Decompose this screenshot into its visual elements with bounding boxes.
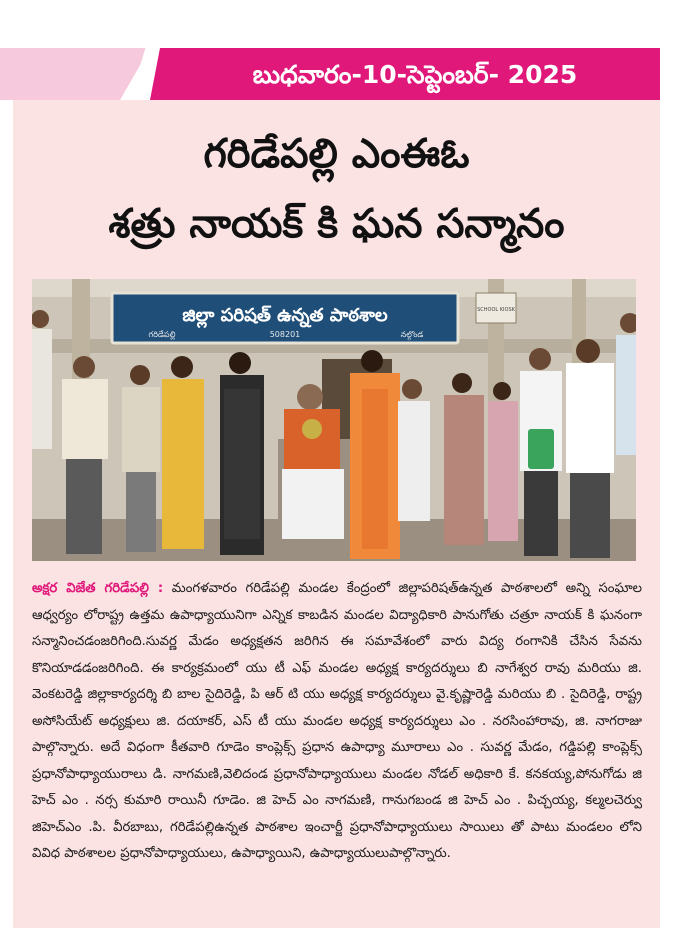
headline-line-1: గరిడేపల్లి ఎంఈఓ (203, 131, 470, 177)
side-sign-text: SCHOOL KIOSK (477, 307, 515, 313)
school-sign-sub-right: నల్గొండ (400, 330, 424, 339)
school-sign-sub-mid: 508201 (269, 330, 301, 339)
news-photo (32, 279, 636, 561)
school-sign-sub-left: గరిడేపల్లి (148, 330, 176, 339)
school-sign-text: జిల్లా పరిషత్ ఉన్నత పాఠశాల (182, 305, 388, 326)
article-dateline: అక్షర విజేత గరిడేపల్లి : (32, 581, 164, 596)
photo-illustration (32, 279, 636, 561)
article-text: మంగళవారం గరిడేపల్లి మండల కేంద్రంలో జిల్లాపరిషత్ఉన్నత పాఠశాలలో అన్ని సంఘాల ఆధ్వర్యం లోరాష్ట్ర ఉత్తమ ఉపాధ్యాయునిగా ఎన్నిక కాబడిన మండల విద్యాధికారి పానుగోతు చత్రూ నాయక్ కి ఘనంగా సన్మానించడంజరిగింది.సువర్ణ మేడం అధ్యక్షతన జరిగిన ఈ సమావేశంలో వారు విద్య రంగానికి చేసిన సేవను కొనియాడడంజరిగింది. ఈ కార్యక్రమంలో యు టీ ఎఫ్ మండల అధ్యక్ష కార్యదర్శులు బి నాగేశ్వర రావు మరియు జి. వెంకటరెడ్డి జిల్లాకార్యదర్శి బి బాల సైదిరెడ్డి, పి ఆర్ టి యు అధ్యక్ష కార్యదర్శులు వై.కృష్ణారెడ్డి మరియు బి . సైదిరెడ్డి, రాష్ట్ర అసోసియేట్ అధ్యక్షులు జి. దయాకర్, ఎస్ టీ యు మండల అధ్యక్ష కార్యదర్శులు ఎం . నరసింహారావు, జి. నాగరాజు పాల్గొన్నారు. అదే విధంగా కీతవారి గూడెం కాంప్లెక్స్ ప్రధాన ఉపాధ్యా మూరాలు ఎం . సువర్ణ మేడం, గడ్డిపల్లి కాంప్లెక్స్ ప్రధానోపాధ్యాయురాలు డి. నాగమణి,వెలిదండ ప్రధానోపాధ్యాయులు మండల నోడల్ అధికారి కే. కనకయ్య,పోనుగోడు జి హెచ్ ఎం . నర్స కుమారి రాయినీ గూడెం. జి హెచ్ ఎం నాగమణి, గానుగబండ జి హెచ్ ఎం . పిచ్చయ్య, కల్మలచెర్వు జిహెచ్ఎం .పి. వీరబాబు, గరిడేపల్లిఉన్నత పాఠశాల ఇంచార్జీ ప్రధానోపాధ్యాయులు సాయిలు తో పాటు మండలం లోని వివిధ పాఠశాలల ప్రధానోపాధ్యాయులు, ఉపాధ్యాయిని, ఉపాధ్యాయులుపాల్గొన్నారు. (32, 581, 642, 861)
article-body (32, 576, 642, 868)
issue-date: బుధవారం-10-సెప్టెంబర్- 2025 (252, 60, 578, 89)
banner-left-shape (0, 48, 150, 100)
headline-line-2: శత్రు నాయక్ కి ఘన సన్మానం (108, 201, 565, 247)
